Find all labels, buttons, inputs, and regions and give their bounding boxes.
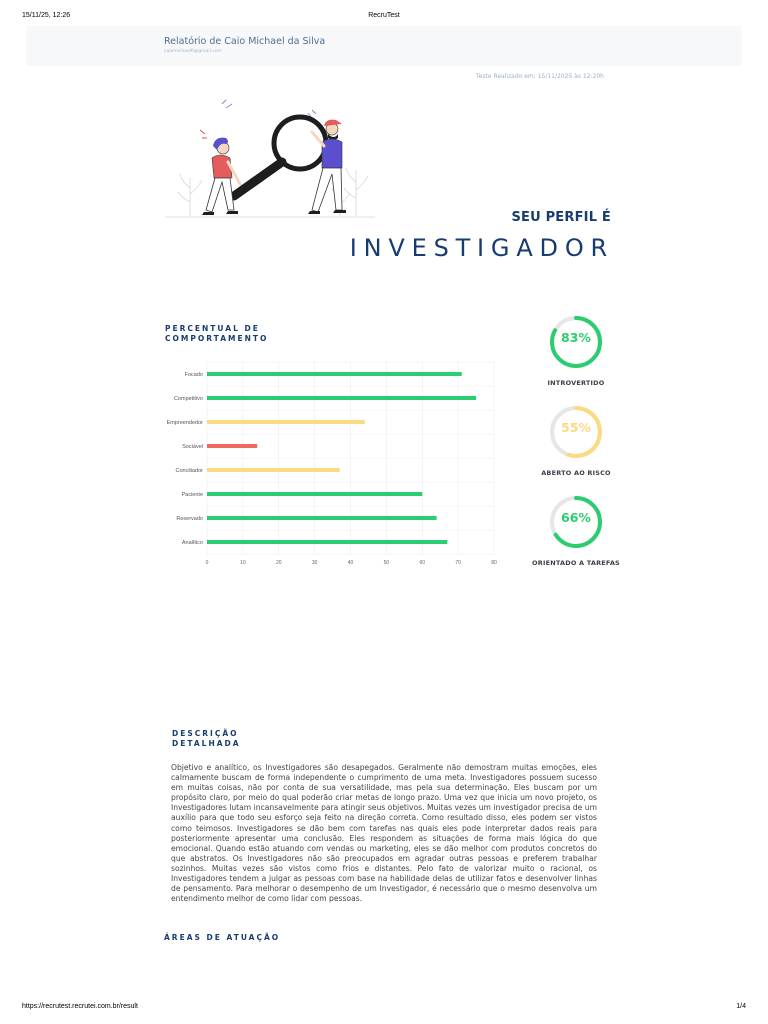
chart-x-tick-label: 30 [311, 560, 318, 566]
chart-category-label: Focado [184, 372, 203, 378]
gauge-value: 66% [561, 510, 591, 525]
chart-bar [207, 540, 447, 544]
report-title: Relatório de Caio Michael da Silva [164, 36, 326, 47]
test-date: Teste Realizado em: 15/11/2025 às 12:20h [476, 73, 604, 80]
chart-bar [207, 420, 365, 424]
chart-category-label: Competitivo [173, 396, 203, 402]
gauge [516, 314, 636, 387]
bar-chart-svg [160, 360, 505, 570]
description-text: Objetivo e analítico, os Investigadores são desapegados. Geralmente não demostram muitas emoções, eles calmamente buscam de forma independente o cumprimento de uma meta. Investigadores possuem sucesso em muitas coisas, não por conta de sua versatilidade, mas pela sua determinação. Eles buscam por um propósito claro, por meio do qual poderão criar metas de longo prazo. Uma vez que inicia um novo projeto, os Investigadores lutam incansavelmente para atingir seus objetivos. Muitas vezes um investigador precisa de um auxílio para que todo seu esforço seja feito na direção correta. Como resultado disso, eles podem ser vistos como teimosos. Investigadores se dão bem com tarefas nas quais eles pode interpretar dados reais para posteriormente apresentar uma conclusão. Eles respondem as situações de forma mais lógica do que emocional. Quando estão atuando com vendas ou marketing, eles se dão melhor com produtos concretos do que abstratos. Os Investigadores não são preocupados em agradar outras pessoas e preferem trabalhar sozinhos. Muitas vezes são vistos como frios e distantes. Pelo fato de valorizar muito o racional, os Investigadores tendem a julgar as pessoas com base na habilidade delas de utilizar fatos e desenvolver linhas de pensamento. Para melhorar o desempenho de um Investigador, é necessário que o mesmo desenvolva um entendimento melhor de como lidar com pessoas. [171, 763, 597, 904]
chart-bar [207, 516, 437, 520]
chart-x-tick-label: 80 [491, 560, 497, 566]
gauge-label: ORIENTADO A TAREFAS [532, 559, 620, 567]
profile-name: INVESTIGADOR [349, 234, 614, 262]
chart-x-tick-label: 20 [275, 560, 282, 566]
chart-category-label: Reservado [176, 516, 203, 522]
chart-x-tick-label: 60 [419, 560, 426, 566]
report-header [26, 26, 742, 66]
gauge-value: 55% [561, 420, 591, 435]
chart-x-tick-label: 40 [347, 560, 354, 566]
chart-category-label: Empreendedor [166, 420, 203, 426]
chart-bar [207, 372, 462, 376]
chart-x-tick-label: 50 [383, 560, 390, 566]
gauge [516, 404, 636, 477]
gauge-label: ABERTO AO RISCO [541, 469, 611, 477]
print-page-number: 1/4 [736, 1003, 746, 1010]
chart-bar [207, 468, 340, 472]
chart-bar [207, 444, 257, 448]
chart-bar [207, 396, 476, 400]
behavior-chart-heading: PERCENTUAL DE COMPORTAMENTO [165, 324, 269, 343]
chart-category-label: Paciente [181, 492, 203, 498]
investigator-illustration [160, 98, 380, 228]
print-url: https://recrutest.recrutei.com.br/result [22, 1003, 138, 1010]
print-page-title: RecruTest [368, 12, 400, 19]
print-header [0, 12, 768, 24]
areas-heading: ÁREAS DE ATUAÇÃO [164, 933, 281, 942]
chart-category-label: Sociável [182, 444, 203, 450]
chart-x-tick-label: 10 [240, 560, 246, 566]
behavior-bar-chart [160, 360, 505, 570]
chart-category-label: Conciliador [175, 468, 203, 474]
chart-bar [207, 492, 422, 496]
profile-intro: SEU PERFIL É [511, 210, 611, 225]
gauge [516, 494, 636, 567]
report-email: caiomichael0@gmail.com [164, 49, 222, 54]
chart-x-tick-label: 0 [205, 560, 209, 566]
description-heading: DESCRIÇÃO DETALHADA [172, 729, 241, 748]
chart-x-tick-label: 70 [455, 560, 461, 566]
print-datetime: 15/11/25, 12:26 [22, 12, 71, 19]
chart-category-label: Analítico [181, 540, 203, 546]
gauge-label: INTROVERTIDO [547, 379, 605, 387]
gauge-value: 83% [561, 330, 591, 345]
